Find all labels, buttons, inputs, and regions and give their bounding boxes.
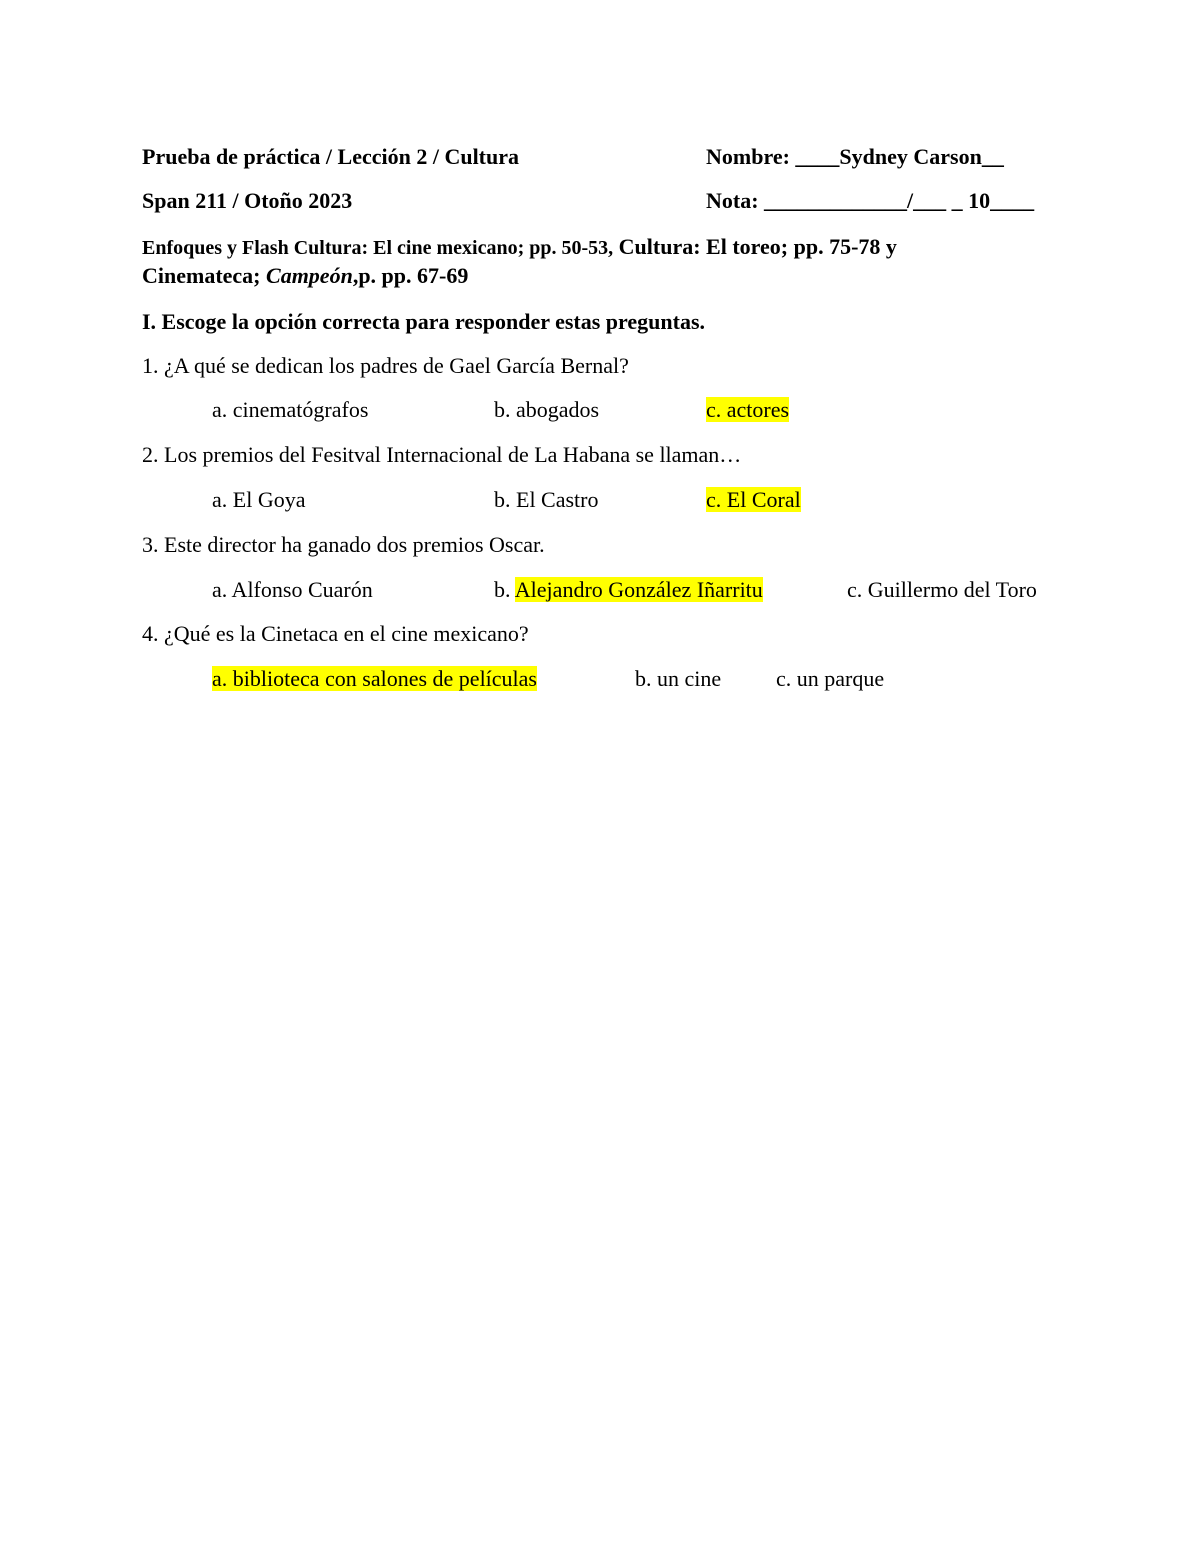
question-2-option-c-highlighted: c. El Coral [706, 487, 801, 512]
topics-line-1-part-b: Cultura: El toreo; pp. 75-78 y [613, 234, 897, 259]
section-heading: I. Escoge la opción correcta para responder estas preguntas. [142, 309, 706, 334]
course-label: Span 211 / Otoño 2023 [142, 188, 353, 213]
question-1-option-b: b. abogados [494, 397, 600, 422]
question-1-prompt: 1. ¿A qué se dedican los padres de Gael García Bernal? [142, 353, 629, 378]
topics-line-2-part-b: ,p. pp. 67-69 [352, 263, 469, 288]
question-2-prompt: 2. Los premios del Fesitval Internacional de La Habana se llaman… [142, 442, 742, 467]
question-4-option-c: c. un parque [776, 666, 885, 691]
topics-line-1-part-a: Enfoques y Flash Cultura: El cine mexicano; pp. 50-53, [142, 237, 614, 259]
question-3-prompt: 3. Este director ha ganado dos premios Oscar. [142, 532, 545, 557]
question-4-option-a-highlighted: a. biblioteca con salones de películas [212, 666, 537, 691]
question-2-option-a: a. El Goya [212, 487, 306, 512]
question-2-option-b: b. El Castro [494, 487, 599, 512]
grade-field: Nota: _____________/___ _ 10____ [706, 188, 1035, 213]
student-name-field: Nombre: ____Sydney Carson__ [706, 144, 1004, 169]
question-4-option-b: b. un cine [635, 666, 722, 691]
topics-line-2 [142, 262, 468, 290]
question-4-prompt: 4. ¿Qué es la Cinetaca en el cine mexicano? [142, 621, 529, 646]
question-1-option-c-highlighted: c. actores [706, 397, 790, 422]
topics-line-2-italic: Campeón [266, 263, 353, 288]
question-3-option-b-highlighted: Alejandro González Iñarritu [514, 577, 763, 602]
question-3-option-a: a. Alfonso Cuarón [212, 577, 373, 602]
topics-line-2-part-a: Cinemateca; [142, 263, 267, 288]
question-3-option-c: c. Guillermo del Toro [847, 577, 1037, 602]
quiz-title: Prueba de práctica / Lección 2 / Cultura [142, 144, 520, 169]
question-1-option-a: a. cinematógrafos [212, 397, 369, 422]
topics-line-1 [142, 233, 897, 262]
question-3-option-b-prefix: b. [494, 577, 515, 602]
